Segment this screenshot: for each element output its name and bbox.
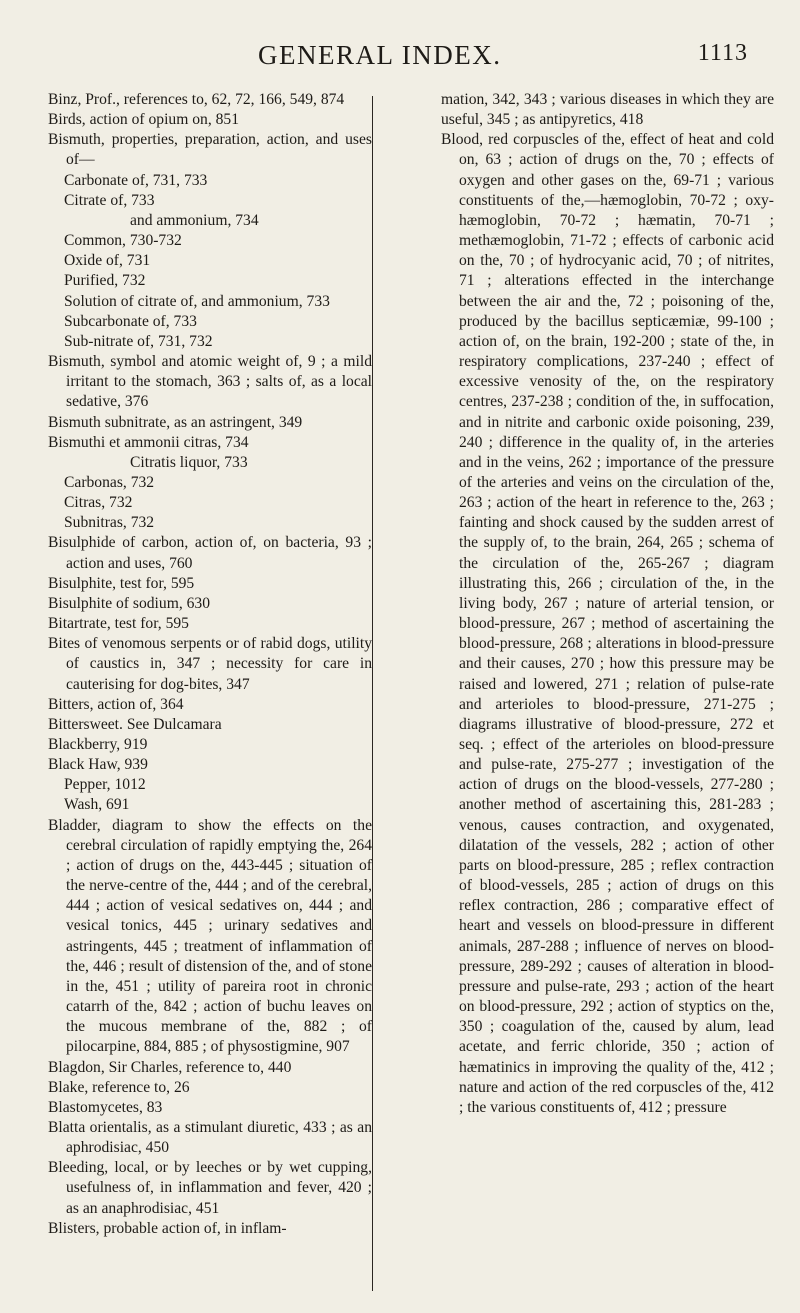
index-entry: Black Haw, 939 — [48, 756, 148, 774]
index-entry: Blagdon, Sir Charles, reference to, 440 — [48, 1058, 292, 1076]
index-subentry: Carbonas, 732 — [64, 473, 155, 491]
continued-entry: mation, 342, 343 ; various diseases in which they are useful, 345 ; as antipyretics, 418 — [441, 91, 774, 129]
index-entry: Blake, reference to, 26 — [48, 1078, 190, 1096]
left-column — [48, 90, 372, 1239]
index-entry: Bismuth, symbol and atomic weight of, 9 ; a mild irritant to the stomach, 363 ; salts of, as a local sedative, 376 — [48, 353, 372, 411]
index-subentry: Sub-nitrate of, 731, 732 — [64, 332, 213, 350]
index-subentry: Solution of citrate of, and ammonium, 733 — [64, 292, 330, 310]
index-subentry: Oxide of, 731 — [64, 252, 151, 270]
index-entry: Blastomycetes, 83 — [48, 1098, 163, 1116]
index-entry: Bitters, action of, 364 — [48, 695, 184, 713]
index-subentry: Citras, 732 — [64, 494, 133, 512]
index-entry: Bisulphide of carbon, action of, on bacteria, 93 ; action and uses, 760 — [48, 534, 372, 572]
page-number: 1113 — [697, 40, 748, 66]
index-subentry: Purified, 732 — [64, 272, 146, 290]
index-entry: Bleeding, local, or by leeches or by wet cupping, usefulness of, in inflammation and fever, 420 ; as an anaphrodisiac, 451 — [48, 1159, 372, 1217]
index-entry: Bismuth, properties, preparation, action, and uses of— — [48, 131, 372, 169]
index-entry: Blatta orientalis, as a stimulant diuretic, 433 ; as an aphrodisiac, 450 — [48, 1118, 372, 1157]
index-entry: Bitartrate, test for, 595 — [48, 615, 189, 633]
index-subentry: Citratis liquor, 733 — [130, 453, 248, 471]
index-entry: Bladder, diagram to show the effects on the cerebral circulation of rapidly emptying the, 264 ; action of drugs on the, 443-445 ; situation of the nerve-centre of the, 444 ; and of the cerebral, 444 ; action of vesical sedatives on, 444 ; and vesical tonics, 445 ; urinary sedatives and astringents, 445 ; treatment of inflammation of the, 446 ; result of distension of the, and of stone in the, 451 ; utility of pareira root in chronic catarrh of the, 842 ; action of buchu leaves on the mucous membrane of the, 882 ; of pilocarpine, 884, 885 ; of physostigmine, 907 — [48, 816, 372, 1056]
index-columns — [48, 90, 774, 1239]
index-subentry: Wash, 691 — [64, 796, 130, 814]
right-column — [441, 90, 774, 1239]
index-subentry: Subnitras, 732 — [64, 514, 155, 532]
index-subentry: Pepper, 1012 — [64, 776, 146, 794]
index-entry: Binz, Prof., references to, 62, 72, 166, 549, 874 — [48, 91, 345, 108]
index-subentry: Subcarbonate of, 733 — [64, 312, 197, 330]
index-subentry: Citrate of, 733 — [64, 191, 155, 209]
index-entry: Bismuthi et ammonii citras, 734 — [48, 433, 249, 451]
index-subentry: Carbonate of, 731, 733 — [64, 171, 208, 189]
index-entry: Birds, action of opium on, 851 — [48, 111, 240, 129]
index-entry: Bites of venomous serpents or of rabid dogs, utility of caustics in, 347 ; necessity for care in cauterising for dog-bites, 347 — [48, 635, 372, 693]
index-entry: Blisters, probable action of, in inflam- — [48, 1219, 287, 1237]
index-entry-blood: Blood, red corpuscles of the, effect of heat and cold on, 63 ; action of drugs on the, 70 ; effects of oxygen and other gases on the, 69-71 ; various constituents of the,—hæmoglobin, 70-72 ; oxy-hæmoglobin, 70-72 ; hæmatin, 70-71 ; methæmoglobin, 71-72 ; effects of carbonic acid on the, 70 ; of hydrocyanic acid, 70 ; of nitrites, 71 ; alterations effected in the interchange between the air and the, 72 ; poisoning of the, produced by the bacillus septicæmiæ, 99-100 ; action of, on the brain, 192-200 ; state of the, in respiratory complications, 237-240 ; effect of excessive venosity of the, on the respiratory centres, 237-238 ; condition of the, in suffocation, and in nitrite and carbonic oxide poisoning, 239, 240 ; difference in the quality of, in the arteries and in the veins, 262 ; importance of the pressure of the arteries and veins on the circulation of the, 263 ; action of the heart in reference to the, 263 ; fainting and shock caused by the sudden arrest of the supply of, to the brain, 264, 265 ; schema of the circulation of the, 265-267 ; diagram illustrating this, 266 ; circulation of the, in the living body, 267 ; nature of arterial tension, or blood-pressure, 267 ; method of ascertaining the blood-pressure, 268 ; alterations in blood-pressure and their causes, 270 ; how this pressure may be raised and lowered, 271 ; relation of pulse-rate and arterioles to blood-pressure, 271-275 ; diagrams illustrative of blood-pressure, 272 et seq. ; effect of the arterioles on blood-pressure and pulse-rate, 275-277 ; investigation of the action of drugs on the blood-vessels, 277-280 ; another method of ascertaining this, 281-283 ; venous, causes contraction, and oxygenated, dilatation of the vessels, 282 ; action of other parts on blood-pressure, 285 ; reflex contraction of blood-vessels, 285 ; action of drugs on this reflex contraction, 286 ; comparative effect of heart and vessels on blood-pressure in different animals, 287-288 ; influence of nerves on blood-pressure, 289-292 ; causes of alteration in blood-pressure and pulse-rate, 293 ; action of the heart on blood-pressure, 292 ; action of styptics on the, 350 ; coagulation of the, caused by alum, lead acetate, and ferric chloride, 350 ; action of hæmatinics in improving the quality of the, 412 ; nature and action of the red corpuscles of the, 412 ; the various constituents of, 412 ; pressure — [441, 131, 774, 1116]
index-entry: Bismuth subnitrate, as an astringent, 349 — [48, 413, 303, 431]
index-subentry: and ammonium, 734 — [130, 211, 259, 229]
index-subentry: Common, 730-732 — [64, 232, 182, 250]
index-entry: Bittersweet. See Dulcamara — [48, 715, 222, 733]
index-entry: Bisulphite, test for, 595 — [48, 574, 195, 592]
running-head: GENERAL INDEX. — [258, 40, 502, 70]
index-entry: Blackberry, 919 — [48, 736, 148, 753]
index-entry: Bisulphite of sodium, 630 — [48, 594, 211, 612]
page-header — [0, 40, 800, 80]
